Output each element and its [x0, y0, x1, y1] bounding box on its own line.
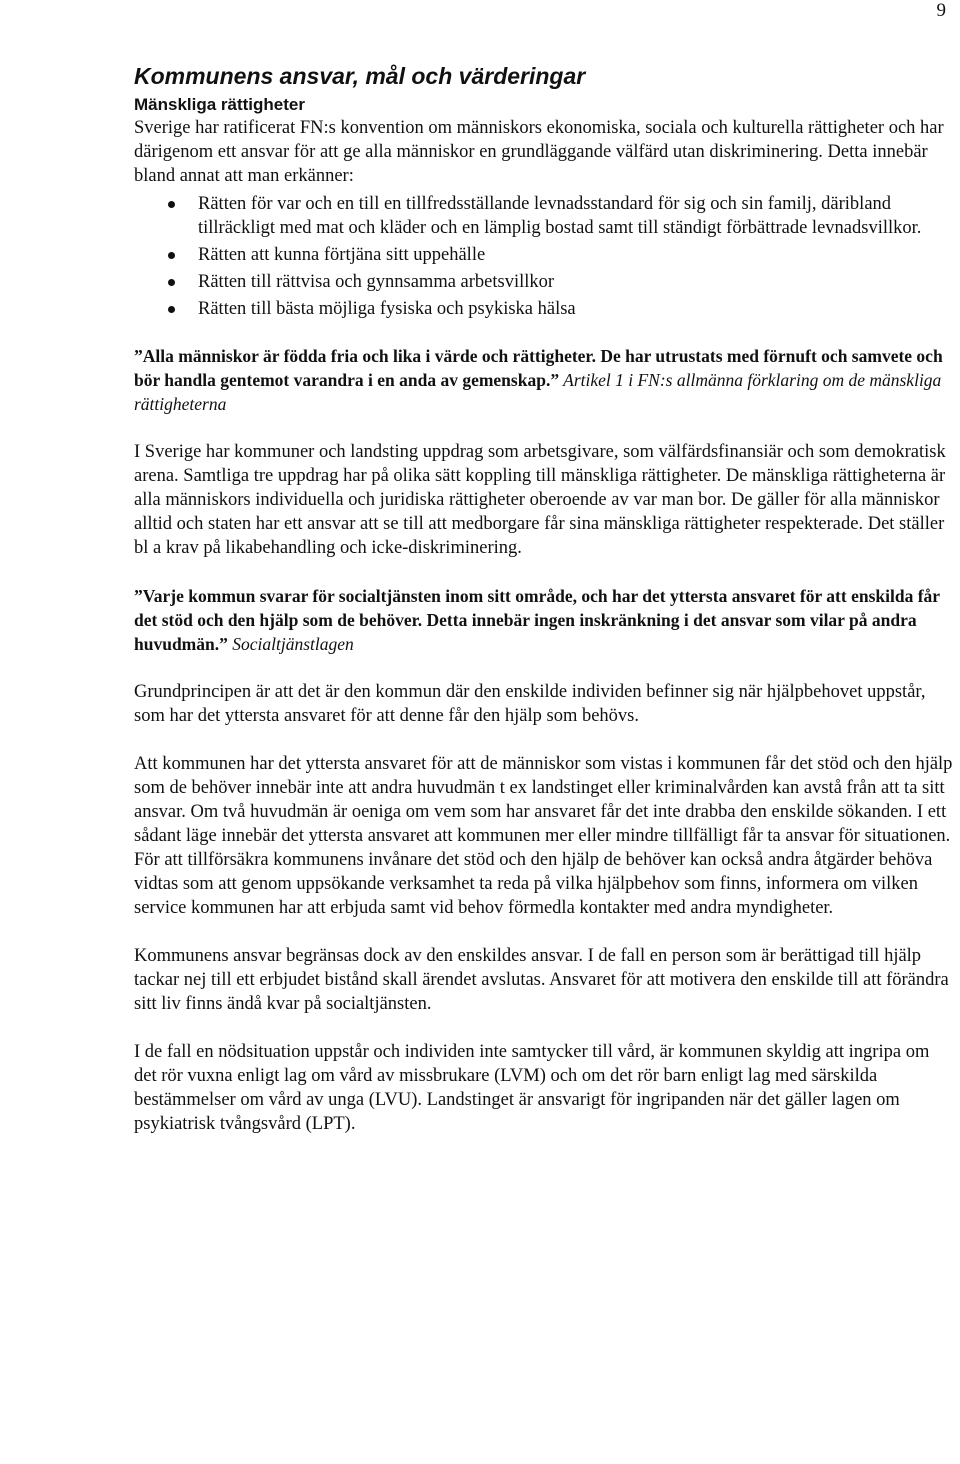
list-item-text: Rätten att kunna förtjäna sitt uppehälle	[198, 245, 486, 265]
list-item	[134, 270, 954, 294]
section-heading: Mänskliga rättigheter	[134, 95, 305, 114]
rights-list	[134, 192, 954, 321]
paragraph-individual-responsibility: Kommunens ansvar begränsas dock av den enskildes ansvar. I de fall en person som är berättigad till hjälp tackar nej till ett erbjudet bistånd skall ärendet avslutas. Ansvaret för att motivera den enskilde till att förändra sitt liv finns ändå kvar på socialtjänsten.	[134, 946, 949, 1014]
list-item	[134, 297, 954, 321]
list-item-text: Rätten till bästa möjliga fysiska och psykiska hälsa	[198, 299, 576, 319]
quote-social-services-act	[134, 584, 954, 656]
quote-source: Artikel 1 i FN:s allmänna förklaring om de mänskliga rättigheterna	[134, 370, 942, 414]
list-item	[134, 192, 954, 240]
intro-paragraph: Sverige har ratificerat FN:s konvention om människors ekonomiska, sociala och kulturella rättigheter och har därigenom ett ansvar för att ge alla människor en grundläggande välfärd utan diskriminering. Detta innebär bland annat att man erkänner:	[134, 118, 944, 186]
list-item-text: Rätten för var och en till en tillfredsställande levnadsstandard för sig och sin familj, däribland tillräckligt med mat och kläder och en lämplig bostad samt till ständigt förbättrade levnadsvillkor.	[198, 194, 922, 238]
bullet-icon	[168, 252, 175, 259]
document-body	[134, 62, 954, 1136]
quote-text: ”Varje kommun svarar för socialtjänsten inom sitt område, och har det yttersta ansvaret för att enskilda får det stöd och den hjälp som de behöver. Detta innebär ingen inskränkning i det ansvar som vilar på andra huvudmän.”	[134, 586, 940, 654]
bullet-icon	[168, 306, 175, 313]
quote-text: ”Alla människor är födda fria och lika i värde och rättigheter. De har utrustats med förnuft och samvete och bör handla gentemot varandra i en anda av gemenskap.”	[134, 346, 943, 390]
paragraph-basic-principle: Grundprincipen är att det är den kommun där den enskilde individen befinner sig när hjälpbehovet uppstår, som har det yttersta ansvaret för att denne får den hjälp som behövs.	[134, 682, 926, 726]
page-number: 9	[936, 0, 946, 21]
quote-un-declaration	[134, 344, 954, 416]
bullet-icon	[168, 201, 175, 208]
page-title: Kommunens ansvar, mål och värderingar	[134, 63, 586, 89]
bullet-icon	[168, 279, 175, 286]
paragraph-emergency: I de fall en nödsituation uppstår och individen inte samtycker till vård, är kommunen skyldig att ingripa om det rör vuxna enligt lag om vård av missbrukare (LVM) och om det rör barn enligt lag med särskilda bestämmelser om vård av unga (LVU). Landstinget är ansvarigt för ingripanden när det gäller lagen om psykiatrisk tvångsvård (LPT).	[134, 1042, 930, 1134]
paragraph-ultimate-responsibility: Att kommunen har det yttersta ansvaret för att de människor som vistas i kommunen får det stöd och den hjälp som de behöver innebär inte att andra huvudmän t ex landstinget eller kriminalvården kan avstå från att ta sitt ansvar. Om två huvudmän är oeniga om vem som har ansvaret får det inte drabba den enskilde sökanden. I ett sådant läge innebär det yttersta ansvaret att kommunen mer eller mindre tillfälligt får ta ansvar för situationen. För att tillförsäkra kommunens invånare det stöd och den hjälp de behöver kan också andra åtgärder behöva vidtas som att genom uppsökande verksamhet ta reda på vilka hjälpbehov som finns, informera om vilken service kommunen har att erbjuda samt vid behov förmedla kontakter med andra myndigheter.	[134, 754, 953, 918]
list-item	[134, 243, 954, 267]
list-item-text: Rätten till rättvisa och gynnsamma arbetsvillkor	[198, 272, 555, 292]
quote-source: Socialtjänstlagen	[227, 634, 354, 654]
paragraph-human-rights: I Sverige har kommuner och landsting uppdrag som arbetsgivare, som välfärdsfinansiär och som demokratisk arena. Samtliga tre uppdrag har på olika sätt koppling till mänskliga rättigheter. De mänskliga rättigheterna är alla människors individuella och juridiska rättigheter oberoende av var man bor. De gäller för alla människor alltid och staten har ett ansvar att se till att medborgare får sina mänskliga rättigheter respekterade. Det ställer bl a krav på likabehandling och icke-diskriminering.	[134, 442, 946, 558]
